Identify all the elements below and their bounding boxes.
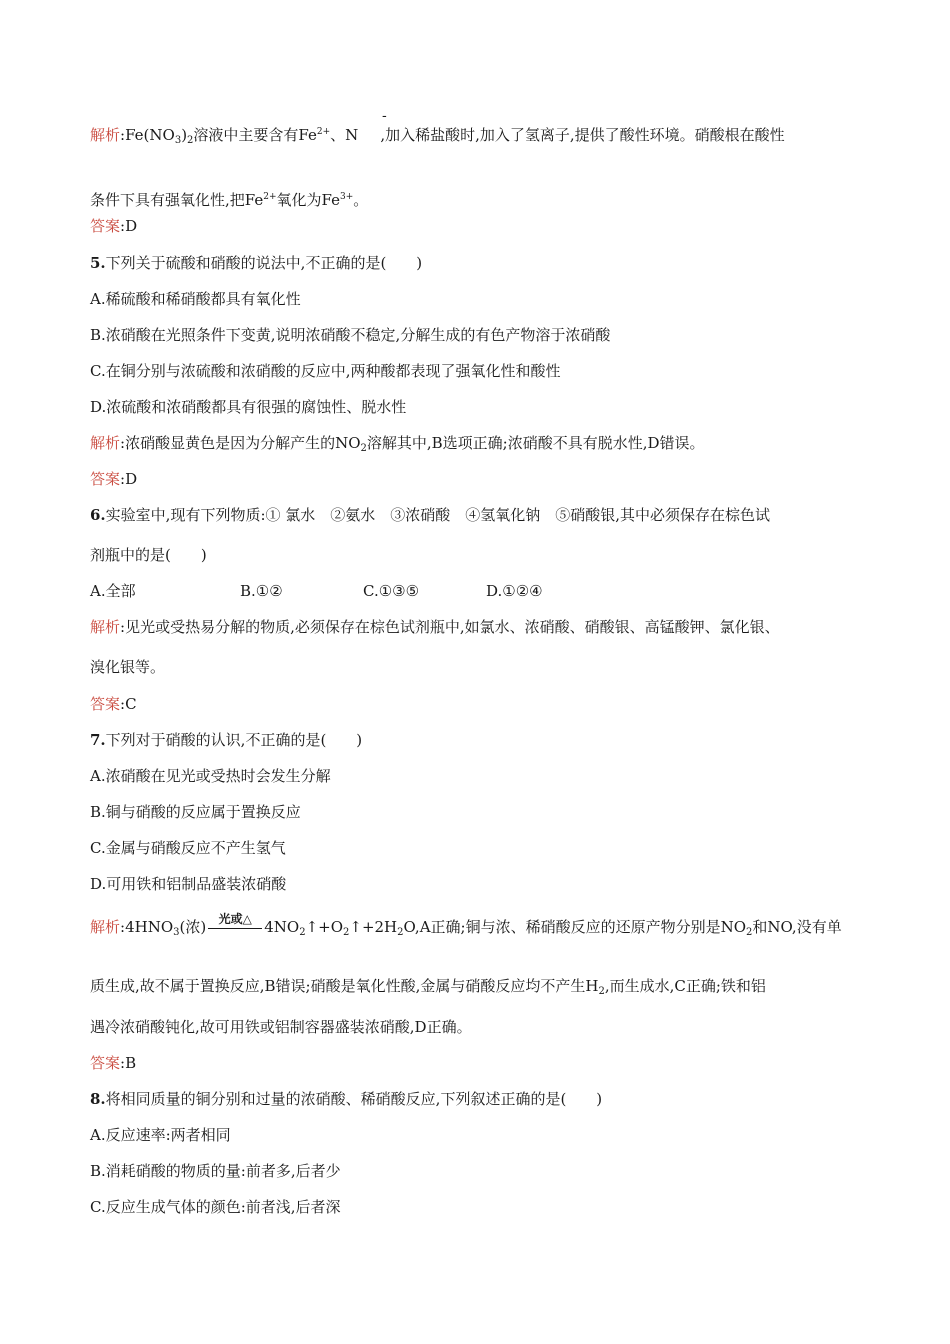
analysis-4-line-1: 解析$:Fe(NO_3)_2$溶液中主要含有$Fe^{2+}$、N ,加入稀盐酸时,加入了氢离子,提供了酸性环境。硝酸根在酸性 (90, 126, 785, 146)
answer-5: 答案:D (90, 470, 138, 488)
analysis-6-line-1: 解析:见光或受热易分解的物质,必须保存在棕色试剂瓶中,如氯水、浓硝酸、硝酸银、高锰酸钾、氯化银、 (90, 618, 780, 636)
question-5-option-d: D.浓硫酸和浓硝酸都具有很强的腐蚀性、脱水性 (90, 398, 407, 416)
analysis-6-line-2: 溴化银等。 (90, 658, 166, 676)
question-6-option-c: C.①③⑤ (363, 582, 420, 600)
analysis-7-line-1: 解析$:4HNO_3$(浓) 光或△ $4NO_2↑+O_2↑+2H_2O,A$正确;铜与浓、稀硝酸反应的还原产物分别是$NO_2$和NO,没有单 (90, 917, 870, 943)
analysis-label: 解析 (90, 126, 121, 144)
question-7-option-a: A.浓硝酸在见光或受热时会发生分解 (90, 767, 331, 785)
answer-label: 答案 (90, 217, 121, 235)
question-8: 8.将相同质量的铜分别和过量的浓硝酸、稀硝酸反应,下列叙述正确的是( ) (90, 1090, 603, 1108)
reaction-condition: 光或△ (218, 912, 252, 926)
question-6-options (90, 581, 870, 601)
question-5: 5.下列关于硫酸和硝酸的说法中,不正确的是( ) (90, 254, 423, 272)
question-8-option-c: C.反应生成气体的颜色:前者浅,后者深 (90, 1198, 341, 1216)
analysis-7-line-2: 质生成,故不属于置换反应,B错误;硝酸是氧化性酸,金属与硝酸反应均不产生$H_2$,而生成水,C正确;铁和铝 (90, 977, 766, 997)
nitrate-charge-mark: - (382, 108, 387, 124)
question-7-option-b: B.铜与硝酸的反应属于置换反应 (90, 803, 301, 821)
answer-6: 答案:C (90, 695, 137, 713)
question-5-option-a: A.稀硫酸和稀硝酸都具有氧化性 (90, 290, 301, 308)
analysis-4-line-2: 条件下具有强氧化性,把$Fe^{2+}$氧化为$Fe^{3+}$。 (90, 191, 369, 209)
question-5-option-c: C.在铜分别与浓硫酸和浓硝酸的反应中,两种酸都表现了强氧化性和酸性 (90, 362, 561, 380)
question-7-option-d: D.可用铁和铝制品盛装浓硝酸 (90, 875, 287, 893)
question-7: 7.下列对于硝酸的认识,不正确的是( ) (90, 731, 363, 749)
analysis-5: 解析:浓硝酸显黄色是因为分解产生的$NO_2$溶解其中,B选项正确;浓硝酸不具有脱水性,D错误。 (90, 434, 705, 454)
analysis-7-line-3: 遇冷浓硝酸钝化,故可用铁或铝制容器盛装浓硝酸,D正确。 (90, 1018, 472, 1036)
answer-4: 答案:D (90, 217, 138, 235)
question-6-option-d: D.①②④ (486, 582, 543, 600)
question-7-option-c: C.金属与硝酸反应不产生氢气 (90, 839, 286, 857)
question-8-option-a: A.反应速率:两者相同 (90, 1126, 231, 1144)
question-6: 6.实验室中,现有下列物质:① 氯水 ②氨水 ③浓硝酸 ④氢氧化钠 ⑤硝酸银,其中必须保存在棕色试 (90, 506, 771, 524)
question-6-line-2: 剂瓶中的是( ) (90, 546, 207, 564)
question-6-option-b: B.①② (240, 582, 283, 600)
question-5-option-b: B.浓硝酸在光照条件下变黄,说明浓硝酸不稳定,分解生成的有色产物溶于浓硝酸 (90, 326, 611, 344)
question-6-option-a: A.全部 (90, 582, 136, 600)
reaction-arrow (206, 912, 264, 937)
question-8-option-b: B.消耗硝酸的物质的量:前者多,后者少 (90, 1162, 341, 1180)
answer-7: 答案:B (90, 1054, 137, 1072)
